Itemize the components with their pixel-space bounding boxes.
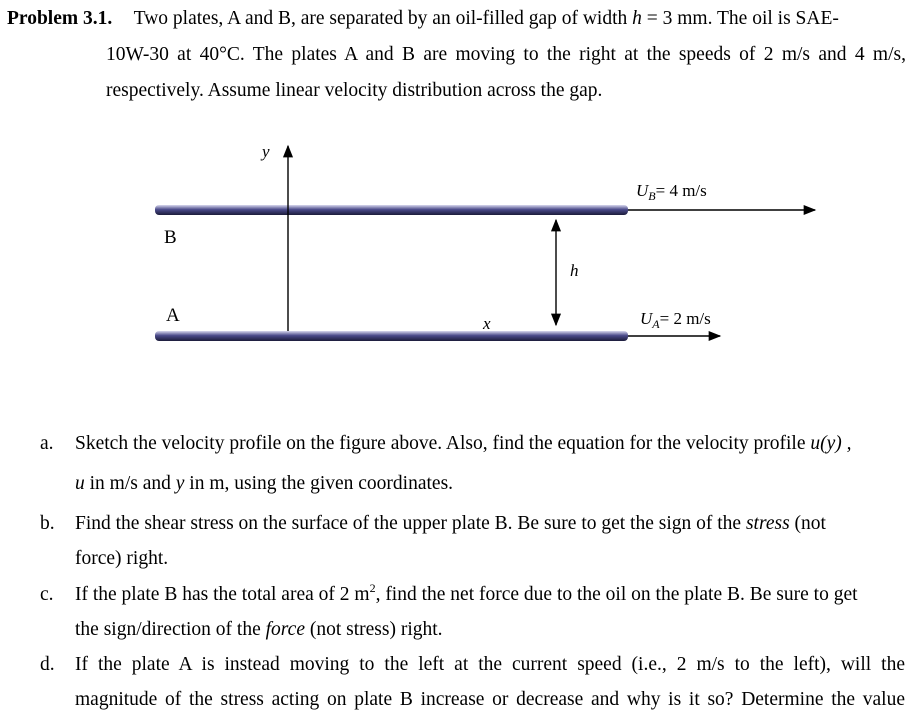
question-b-emphasis: stress	[745, 513, 790, 534]
u-symbol: u	[75, 473, 85, 494]
question-c-emphasis: force	[265, 619, 305, 640]
y-axis-label: y	[262, 142, 270, 161]
ub-label	[636, 181, 707, 203]
ua-symbol: U	[640, 309, 653, 328]
question-a-line-1	[75, 432, 852, 456]
ub-symbol: U	[636, 181, 649, 200]
y-symbol: y	[175, 473, 185, 494]
velocity-profile-symbol: u(y) ,	[810, 433, 852, 454]
h-symbol: h	[632, 8, 642, 29]
question-d-line-1: If the plate A is instead moving to the left at the current speed (i.e., 2 m/s to the left), will the	[75, 654, 905, 675]
plate-a-label: A	[166, 305, 180, 326]
question-d-line-2: magnitude of the stress acting on plate B increase or decrease and why is it so? Determine the value	[75, 689, 905, 710]
x-axis-label: x	[483, 314, 491, 333]
question-c-text: If the plate B has the total area of 2 m	[75, 584, 370, 605]
h-value: = 3 mm. The oil is SAE-	[646, 8, 839, 29]
ub-subscript: B	[648, 189, 656, 203]
plate-a	[155, 331, 628, 341]
ua-label	[640, 309, 711, 331]
plate-b-label: B	[164, 227, 177, 248]
question-c-marker: c.	[40, 584, 54, 605]
problem-text-1: Two plates, A and B, are separated by an oil-filled gap of width	[133, 8, 628, 29]
question-b-marker: b.	[40, 513, 55, 534]
question-b-line-1	[75, 512, 826, 536]
question-a-marker: a.	[40, 433, 54, 454]
ub-value: = 4 m/s	[655, 181, 707, 200]
problem-label: Problem 3.1.	[7, 8, 113, 29]
question-b-line-2: force) right.	[75, 548, 169, 569]
plate-b	[155, 205, 628, 215]
question-c-line-2	[75, 618, 443, 642]
ua-value: = 2 m/s	[659, 309, 711, 328]
question-c-text-2-end: (not stress) right.	[309, 619, 443, 640]
question-a-text: Sketch the velocity profile on the figure above. Also, find the equation for the velocity profile	[75, 433, 806, 454]
question-c-line-1	[75, 583, 858, 607]
question-a-units-2: in m, using the given coordinates.	[189, 473, 454, 494]
question-c-text-2: the sign/direction of the	[75, 619, 261, 640]
problem-line-3: respectively. Assume linear velocity distribution across the gap.	[106, 80, 603, 101]
question-d-marker: d.	[40, 654, 55, 675]
gap-label: h	[570, 261, 579, 280]
ua-subscript: A	[652, 317, 660, 331]
question-c-text-end: , find the net force due to the oil on the plate B. Be sure to get	[375, 584, 858, 605]
question-a-units-1: in m/s and	[89, 473, 171, 494]
question-b-text: Find the shear stress on the surface of the upper plate B. Be sure to get the sign of the	[75, 513, 742, 534]
problem-line-2: 10W-30 at 40°C. The plates A and B are moving to the right at the speeds of 2 m/s and 4 m/s,	[106, 44, 906, 65]
area-exponent: 2	[369, 581, 376, 595]
question-b-text-end: (not	[794, 513, 826, 534]
question-a-line-2	[75, 472, 453, 496]
